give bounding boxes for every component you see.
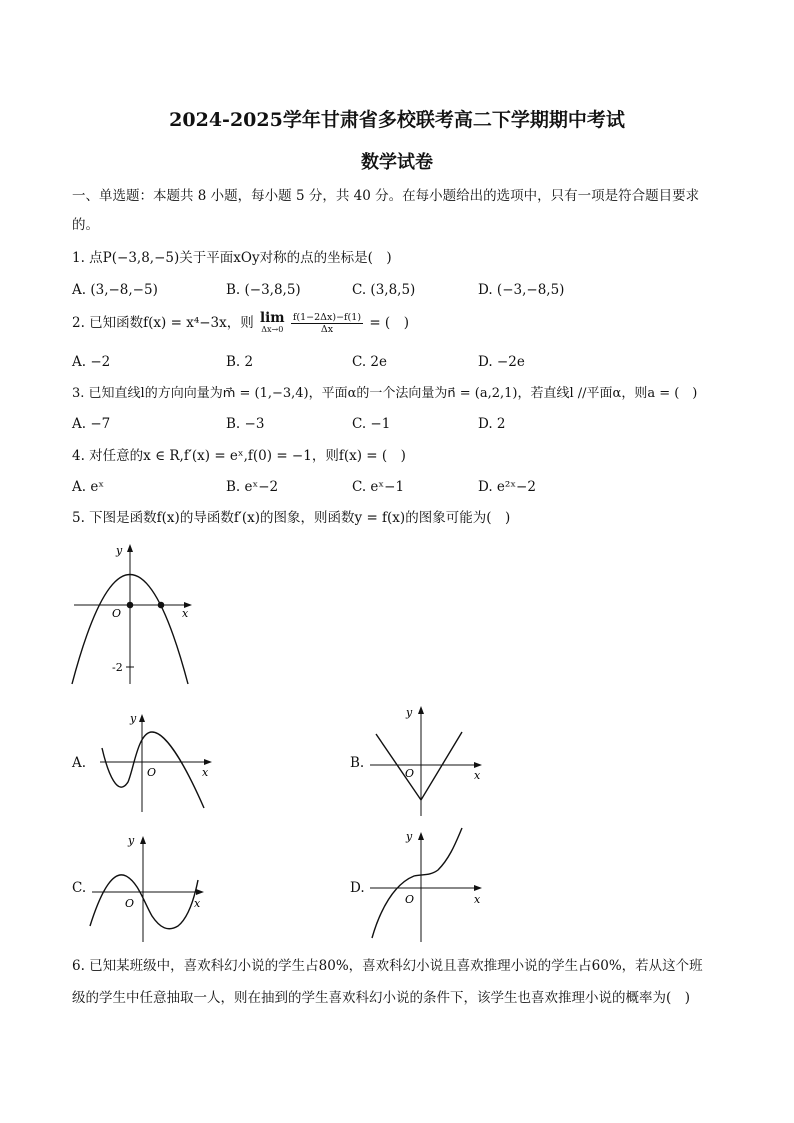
y-label: y bbox=[128, 834, 135, 847]
origin-label: O bbox=[147, 766, 157, 779]
x-label: x bbox=[474, 769, 481, 782]
x-label: x bbox=[474, 893, 481, 906]
origin-label: O bbox=[112, 607, 122, 620]
curve-d bbox=[372, 828, 462, 938]
root-point-1 bbox=[127, 602, 134, 609]
origin-label: O bbox=[125, 897, 135, 910]
q2-option-b: B. 2 bbox=[226, 354, 254, 370]
exam-title: 2024-2025学年甘肃省多校联考高二下学期期中考试 bbox=[169, 109, 625, 131]
y-axis-arrow bbox=[140, 836, 146, 844]
tick-label: -2 bbox=[112, 661, 123, 674]
q3-option-d: D. 2 bbox=[478, 416, 506, 432]
q2-lim-sub: Δx→0 bbox=[261, 324, 284, 334]
q2-option-a: A. −2 bbox=[72, 354, 111, 370]
q5-option-b-graph bbox=[366, 700, 490, 818]
q2-stem-pre: 2. 已知函数f(x) = x⁴−3x，则 bbox=[72, 315, 254, 331]
q2-lim-word: lim bbox=[260, 309, 285, 326]
q5-option-d-graph bbox=[366, 824, 490, 944]
q1-stem: 1. 点P(−3,8,−5)关于平面xOy对称的点的坐标是( ) bbox=[72, 250, 392, 266]
q5-option-b-label: B. bbox=[350, 755, 365, 771]
q5-option-c-graph bbox=[88, 828, 218, 946]
x-axis-arrow bbox=[474, 762, 482, 768]
x-axis-arrow bbox=[204, 759, 212, 765]
q3-stem: 3. 已知直线l的方向向量为m⃗ = (1,−3,4)，平面α的一个法向量为n⃗ = (a,2,1)，若直线l //平面α，则a = ( ) bbox=[72, 386, 698, 401]
y-axis-arrow bbox=[127, 544, 133, 552]
q2-stem bbox=[72, 309, 409, 335]
q3-option-b: B. −3 bbox=[226, 416, 265, 432]
derivative-graph bbox=[68, 538, 208, 690]
y-axis-arrow bbox=[418, 832, 424, 840]
q4-option-b: B. eˣ−2 bbox=[226, 479, 279, 495]
q2-option-c: C. 2e bbox=[352, 354, 388, 370]
q2-stem-post: = ( ) bbox=[369, 315, 409, 331]
q1-option-b: B. (−3,8,5) bbox=[226, 282, 301, 298]
x-label: x bbox=[194, 897, 201, 910]
q4-option-c: C. eˣ−1 bbox=[352, 479, 405, 495]
root-point-2 bbox=[158, 602, 165, 609]
x-label: x bbox=[202, 766, 209, 779]
exam-subtitle: 数学试卷 bbox=[361, 152, 433, 173]
q5-option-a-graph bbox=[94, 706, 218, 816]
q2-option-d: D. −2e bbox=[478, 354, 525, 370]
q4-option-a: A. eˣ bbox=[72, 479, 105, 495]
q6-stem-line2: 级的学生中任意抽取一人，则在抽到的学生喜欢科幻小说的条件下，该学生也喜欢推理小说的概率为( ) bbox=[72, 990, 691, 1006]
x-axis-arrow bbox=[196, 889, 204, 895]
q1-option-d: D. (−3,−8,5) bbox=[478, 282, 565, 298]
q2-limit bbox=[260, 309, 285, 335]
q2-frac-num: f(1−2Δx)−f(1) bbox=[292, 312, 362, 323]
curve-b bbox=[376, 732, 462, 800]
x-axis-arrow bbox=[474, 885, 482, 891]
q3-option-c: C. −1 bbox=[352, 416, 391, 432]
q2-fraction bbox=[291, 312, 363, 335]
y-label: y bbox=[130, 712, 137, 725]
section-intro-line1: 一、单选题：本题共 8 小题，每小题 5 分，共 40 分。在每小题给出的选项中，只有一项是符合题目要求 bbox=[72, 188, 700, 204]
y-label: y bbox=[406, 830, 413, 843]
q5-stem: 5. 下图是函数f(x)的导函数f′(x)的图象，则函数y = f(x)的图象可能为( ) bbox=[72, 510, 511, 526]
q2-frac-den: Δx bbox=[320, 324, 334, 335]
q4-stem: 4. 对任意的x ∈ R,f′(x) = eˣ,f(0) = −1，则f(x) = ( ) bbox=[72, 448, 406, 464]
y-axis-arrow bbox=[139, 714, 145, 722]
q3-option-a: A. −7 bbox=[72, 416, 111, 432]
x-label: x bbox=[182, 607, 189, 620]
y-axis-arrow bbox=[418, 706, 424, 714]
curve-c bbox=[90, 875, 198, 929]
section-intro-line2: 的。 bbox=[72, 217, 99, 233]
y-label: y bbox=[116, 544, 123, 557]
origin-label: O bbox=[405, 767, 415, 780]
origin-label: O bbox=[405, 893, 415, 906]
y-label: y bbox=[406, 706, 413, 719]
q6-stem-line1: 6. 已知某班级中，喜欢科幻小说的学生占80%，喜欢科幻小说且喜欢推理小说的学生占60%，若从这个班 bbox=[72, 958, 703, 974]
q5-option-d-label: D. bbox=[350, 880, 365, 896]
q5-option-c-label: C. bbox=[72, 880, 87, 896]
q1-option-c: C. (3,8,5) bbox=[352, 282, 416, 298]
q1-option-a: A. (3,−8,−5) bbox=[72, 282, 158, 298]
q5-option-a-label: A. bbox=[72, 755, 87, 771]
q4-option-d: D. e²ˣ−2 bbox=[478, 479, 536, 495]
